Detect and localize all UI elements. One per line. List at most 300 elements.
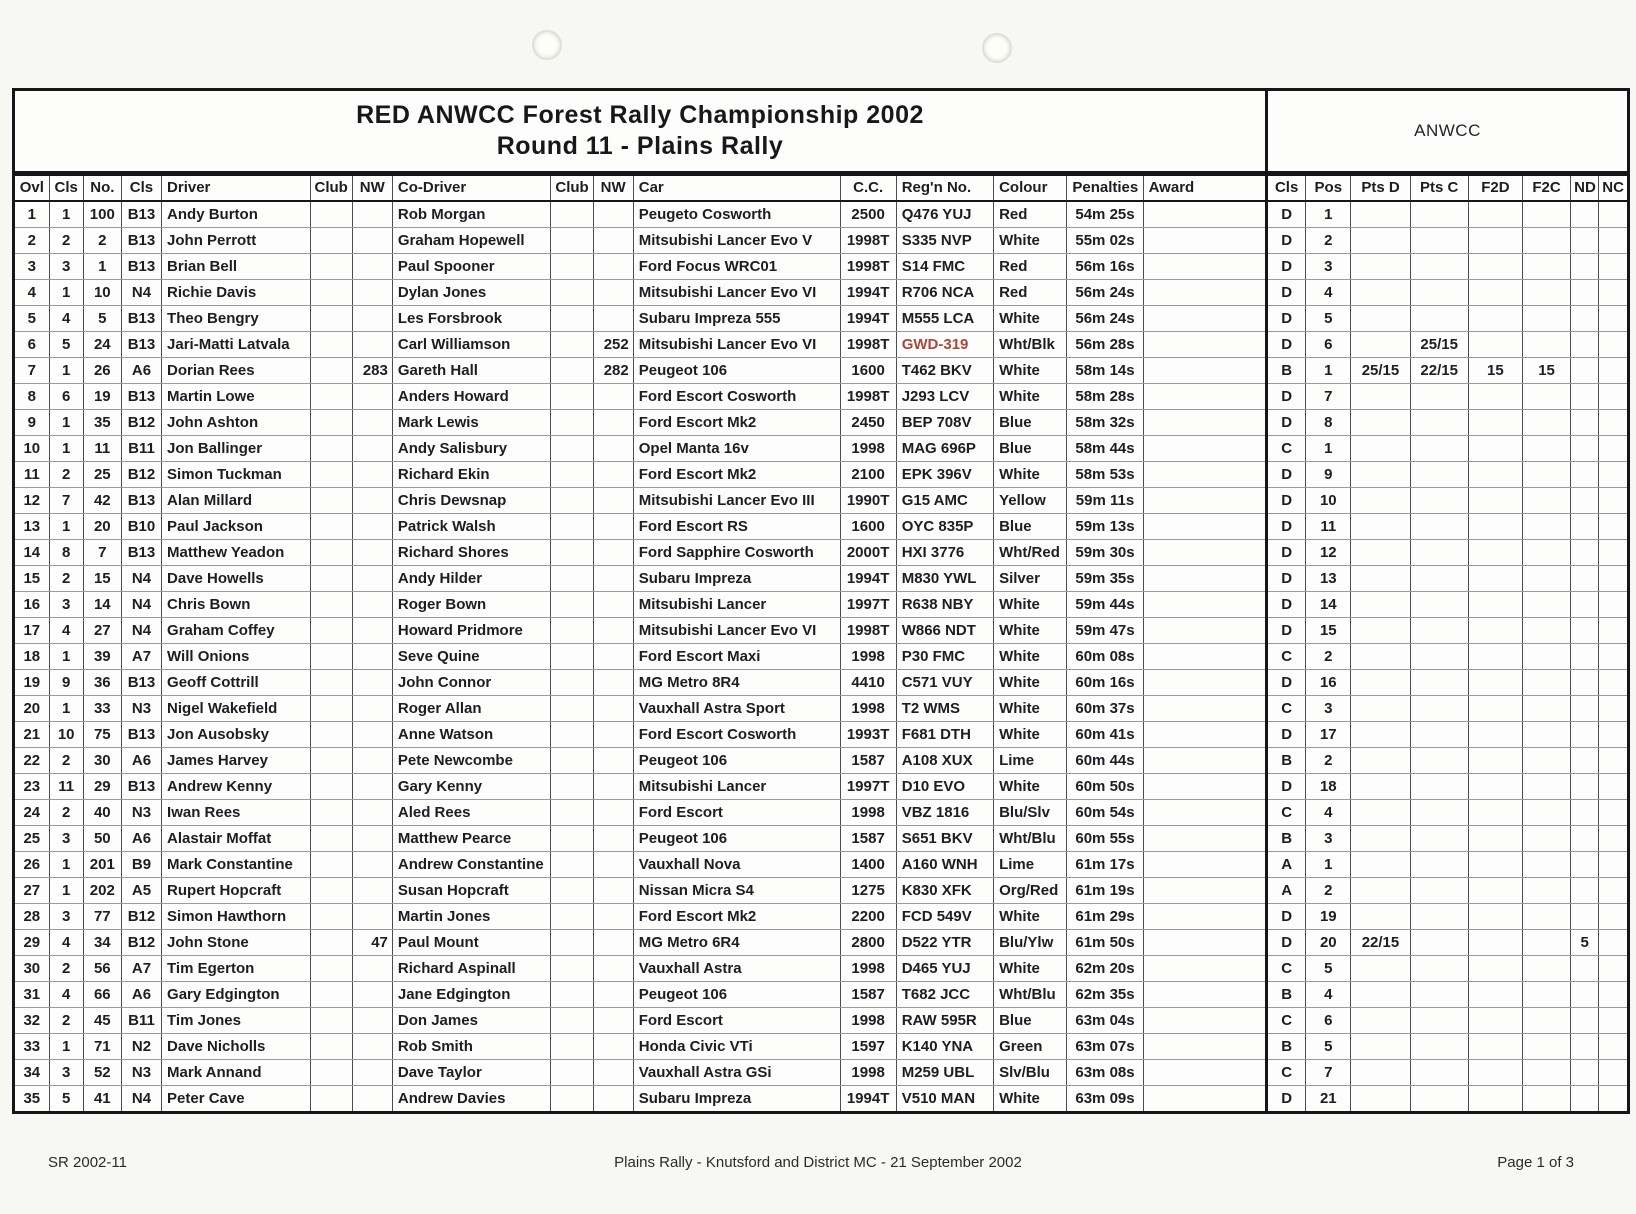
table-cell: N3 <box>121 800 161 826</box>
table-cell: 1 <box>49 280 83 306</box>
table-cell <box>310 566 352 592</box>
table-cell: Roger Allan <box>392 696 551 722</box>
table-cell <box>310 800 352 826</box>
table-cell: 1597 <box>840 1034 896 1060</box>
table-cell: 56m 24s <box>1067 306 1143 332</box>
table-cell: Dave Nicholls <box>162 1034 311 1060</box>
table-row <box>15 358 1627 384</box>
table-cell <box>551 306 593 332</box>
table-cell: 4 <box>49 618 83 644</box>
table-cell: 7 <box>83 540 121 566</box>
table-cell: 55m 02s <box>1067 228 1143 254</box>
results-body <box>15 201 1627 1111</box>
table-cell: Ford Escort Maxi <box>633 644 840 670</box>
table-cell <box>1468 280 1522 306</box>
table-cell: 1275 <box>840 878 896 904</box>
table-row <box>15 488 1627 514</box>
table-cell <box>551 228 593 254</box>
table-cell: 1600 <box>840 514 896 540</box>
table-cell <box>593 618 633 644</box>
table-cell: A108 XUX <box>896 748 993 774</box>
table-cell <box>1410 930 1468 956</box>
results-sheet <box>12 88 1630 1114</box>
table-cell <box>1522 696 1570 722</box>
table-cell <box>1571 982 1599 1008</box>
table-cell <box>1468 592 1522 618</box>
table-cell: Peugeot 106 <box>633 358 840 384</box>
table-cell <box>1599 410 1627 436</box>
table-cell <box>352 696 392 722</box>
table-row <box>15 332 1627 358</box>
table-cell: Theo Bengry <box>162 306 311 332</box>
table-cell: 5 <box>1306 1034 1351 1060</box>
table-cell: 10 <box>15 436 49 462</box>
table-cell <box>1522 488 1570 514</box>
table-cell <box>1143 696 1266 722</box>
table-cell: C <box>1267 956 1306 982</box>
table-cell: A6 <box>121 748 161 774</box>
table-cell <box>352 800 392 826</box>
table-cell <box>310 1008 352 1034</box>
table-cell: Martin Jones <box>392 904 551 930</box>
table-cell <box>1143 1086 1266 1112</box>
table-row <box>15 201 1627 228</box>
column-header: Penalties <box>1067 175 1143 201</box>
table-cell <box>1571 878 1599 904</box>
table-cell: 60m 50s <box>1067 774 1143 800</box>
table-cell: 2 <box>1306 878 1351 904</box>
table-cell: 1600 <box>840 358 896 384</box>
table-cell: 4 <box>1306 982 1351 1008</box>
table-cell <box>1410 462 1468 488</box>
table-cell: Paul Spooner <box>392 254 551 280</box>
table-cell: Gary Kenny <box>392 774 551 800</box>
table-cell: D <box>1267 592 1306 618</box>
table-cell <box>352 488 392 514</box>
table-cell: 30 <box>83 748 121 774</box>
table-cell <box>551 280 593 306</box>
table-cell: 2200 <box>840 904 896 930</box>
table-cell <box>1599 592 1627 618</box>
table-cell <box>1522 852 1570 878</box>
table-row <box>15 410 1627 436</box>
table-cell <box>551 696 593 722</box>
table-cell <box>551 670 593 696</box>
table-cell <box>1351 1034 1410 1060</box>
table-cell: 2 <box>1306 644 1351 670</box>
table-cell <box>551 1060 593 1086</box>
table-cell: John Ashton <box>162 410 311 436</box>
table-cell <box>593 982 633 1008</box>
table-cell <box>1351 462 1410 488</box>
table-cell: 40 <box>83 800 121 826</box>
table-cell: P30 FMC <box>896 644 993 670</box>
table-cell <box>310 904 352 930</box>
column-header: F2C <box>1522 175 1570 201</box>
table-cell <box>1522 670 1570 696</box>
table-cell: A160 WNH <box>896 852 993 878</box>
table-cell <box>593 254 633 280</box>
table-cell: 59m 30s <box>1067 540 1143 566</box>
table-cell <box>1410 618 1468 644</box>
table-cell: 4 <box>1306 280 1351 306</box>
table-cell: 34 <box>15 1060 49 1086</box>
table-cell <box>1571 332 1599 358</box>
column-header: Club <box>310 175 352 201</box>
table-cell <box>1468 930 1522 956</box>
table-cell: T682 JCC <box>896 982 993 1008</box>
table-cell: 25/15 <box>1410 332 1468 358</box>
table-cell: 47 <box>352 930 392 956</box>
table-cell: 252 <box>593 332 633 358</box>
table-cell <box>1571 800 1599 826</box>
table-cell: 25 <box>15 826 49 852</box>
table-cell <box>593 930 633 956</box>
table-cell: Carl Williamson <box>392 332 551 358</box>
table-cell: 5 <box>15 306 49 332</box>
table-cell: White <box>994 696 1067 722</box>
table-cell <box>593 1086 633 1112</box>
table-cell: Jon Ausobsky <box>162 722 311 748</box>
table-cell: Chris Bown <box>162 592 311 618</box>
table-cell <box>593 800 633 826</box>
table-cell: 17 <box>15 618 49 644</box>
table-cell <box>1468 904 1522 930</box>
table-cell: Nigel Wakefield <box>162 696 311 722</box>
table-cell <box>593 774 633 800</box>
table-cell <box>1522 306 1570 332</box>
table-cell <box>1143 1008 1266 1034</box>
table-cell <box>1410 722 1468 748</box>
table-cell <box>1410 852 1468 878</box>
table-cell <box>1351 774 1410 800</box>
table-cell: 15 <box>15 566 49 592</box>
table-cell: 63m 09s <box>1067 1086 1143 1112</box>
table-cell: 58m 53s <box>1067 462 1143 488</box>
table-cell: Rob Morgan <box>392 201 551 228</box>
table-cell <box>310 254 352 280</box>
table-cell <box>1468 878 1522 904</box>
table-cell <box>1143 956 1266 982</box>
table-cell: GWD-319 <box>896 332 993 358</box>
table-cell: Peugeot 106 <box>633 748 840 774</box>
table-cell <box>1599 462 1627 488</box>
table-cell <box>1351 280 1410 306</box>
table-cell: 1997T <box>840 592 896 618</box>
table-cell <box>1571 254 1599 280</box>
table-cell: B13 <box>121 201 161 228</box>
table-cell: 2 <box>15 228 49 254</box>
table-cell: 42 <box>83 488 121 514</box>
table-cell <box>1468 696 1522 722</box>
table-cell: Blue <box>994 514 1067 540</box>
table-cell: 14 <box>1306 592 1351 618</box>
table-cell: 1998 <box>840 436 896 462</box>
table-cell <box>1351 514 1410 540</box>
table-cell <box>1351 982 1410 1008</box>
table-cell: 3 <box>1306 254 1351 280</box>
table-cell <box>1143 410 1266 436</box>
table-cell <box>1571 748 1599 774</box>
table-cell: 25/15 <box>1351 358 1410 384</box>
column-header: No. <box>83 175 121 201</box>
table-cell <box>1522 618 1570 644</box>
footer-event-info: Plains Rally - Knutsford and District MC - 21 September 2002 <box>614 1154 1022 1171</box>
table-cell <box>1410 1086 1468 1112</box>
table-cell: D522 YTR <box>896 930 993 956</box>
table-cell <box>1571 852 1599 878</box>
table-cell <box>1522 228 1570 254</box>
table-cell: Rob Smith <box>392 1034 551 1060</box>
table-cell <box>593 696 633 722</box>
table-cell: 3 <box>1306 696 1351 722</box>
table-cell: 22/15 <box>1410 358 1468 384</box>
table-cell: Vauxhall Nova <box>633 852 840 878</box>
table-cell: Subaru Impreza 555 <box>633 306 840 332</box>
table-cell: Subaru Impreza <box>633 566 840 592</box>
table-cell: 24 <box>15 800 49 826</box>
table-cell: 26 <box>83 358 121 384</box>
table-cell <box>551 930 593 956</box>
table-cell: Andrew Constantine <box>392 852 551 878</box>
table-cell: MAG 696P <box>896 436 993 462</box>
table-cell: 19 <box>15 670 49 696</box>
table-cell: 8 <box>15 384 49 410</box>
table-cell <box>1410 774 1468 800</box>
table-cell <box>1143 800 1266 826</box>
table-cell: 59m 47s <box>1067 618 1143 644</box>
table-cell <box>1468 488 1522 514</box>
table-cell <box>310 1086 352 1112</box>
table-cell <box>1468 384 1522 410</box>
table-cell <box>1599 930 1627 956</box>
results-table <box>15 174 1627 1111</box>
table-row <box>15 982 1627 1008</box>
table-cell: 2 <box>49 956 83 982</box>
table-cell: 6 <box>1306 1008 1351 1034</box>
table-cell: Ford Sapphire Cosworth <box>633 540 840 566</box>
table-cell <box>1143 722 1266 748</box>
table-cell: Will Onions <box>162 644 311 670</box>
title-bar <box>15 91 1627 174</box>
table-cell <box>593 228 633 254</box>
table-cell: 1994T <box>840 306 896 332</box>
table-cell <box>310 774 352 800</box>
table-cell: D <box>1267 904 1306 930</box>
table-cell: Q476 YUJ <box>896 201 993 228</box>
table-cell: Dave Howells <box>162 566 311 592</box>
table-cell: 54m 25s <box>1067 201 1143 228</box>
table-cell <box>1143 540 1266 566</box>
table-cell <box>1410 748 1468 774</box>
table-cell <box>352 410 392 436</box>
table-cell <box>1143 644 1266 670</box>
table-cell: 15 <box>1306 618 1351 644</box>
table-cell <box>1571 488 1599 514</box>
table-cell: D10 EVO <box>896 774 993 800</box>
table-cell: B12 <box>121 904 161 930</box>
table-cell: 4 <box>49 982 83 1008</box>
table-cell <box>551 384 593 410</box>
table-cell <box>352 982 392 1008</box>
table-cell: 10 <box>83 280 121 306</box>
column-header: Reg'n No. <box>896 175 993 201</box>
table-row <box>15 436 1627 462</box>
table-cell: White <box>994 1086 1067 1112</box>
table-cell <box>310 410 352 436</box>
table-cell: 13 <box>15 514 49 540</box>
table-cell: 14 <box>15 540 49 566</box>
table-cell: 22/15 <box>1351 930 1410 956</box>
table-cell: 63m 04s <box>1067 1008 1143 1034</box>
table-cell <box>1468 436 1522 462</box>
table-cell <box>1522 956 1570 982</box>
table-cell <box>1468 332 1522 358</box>
anwcc-label: ANWCC <box>1414 121 1481 140</box>
table-cell: 1994T <box>840 566 896 592</box>
table-cell: 1998T <box>840 384 896 410</box>
table-cell: Graham Coffey <box>162 618 311 644</box>
table-cell: 5 <box>1306 306 1351 332</box>
table-cell: 62m 35s <box>1067 982 1143 1008</box>
table-cell: Blu/Slv <box>994 800 1067 826</box>
table-cell <box>1468 1060 1522 1086</box>
table-cell <box>1410 201 1468 228</box>
table-cell: BEP 708V <box>896 410 993 436</box>
table-cell: Patrick Walsh <box>392 514 551 540</box>
table-cell: B13 <box>121 488 161 514</box>
table-cell: 1587 <box>840 826 896 852</box>
table-cell: B <box>1267 982 1306 1008</box>
table-cell <box>1143 436 1266 462</box>
table-cell: Red <box>994 201 1067 228</box>
table-cell: Mark Constantine <box>162 852 311 878</box>
table-cell <box>1410 410 1468 436</box>
table-cell <box>551 358 593 384</box>
table-cell <box>352 1086 392 1112</box>
table-cell: 2450 <box>840 410 896 436</box>
table-cell: 11 <box>49 774 83 800</box>
table-cell <box>1522 462 1570 488</box>
table-cell: RAW 595R <box>896 1008 993 1034</box>
table-cell <box>310 930 352 956</box>
table-cell <box>1410 592 1468 618</box>
table-cell: Dylan Jones <box>392 280 551 306</box>
table-cell: Ford Focus WRC01 <box>633 254 840 280</box>
table-cell <box>1351 201 1410 228</box>
table-cell <box>1410 384 1468 410</box>
table-cell: 56m 16s <box>1067 254 1143 280</box>
table-cell <box>310 852 352 878</box>
table-cell: Vauxhall Astra <box>633 956 840 982</box>
table-cell <box>1143 670 1266 696</box>
table-cell: 28 <box>15 904 49 930</box>
table-cell <box>1599 748 1627 774</box>
table-cell <box>551 852 593 878</box>
table-cell <box>310 358 352 384</box>
table-cell: 14 <box>83 592 121 618</box>
table-cell <box>1571 514 1599 540</box>
table-row <box>15 852 1627 878</box>
table-cell: Wht/Blk <box>994 332 1067 358</box>
table-cell <box>310 462 352 488</box>
table-cell: C <box>1267 436 1306 462</box>
table-cell <box>1571 540 1599 566</box>
table-cell <box>352 670 392 696</box>
table-cell: 31 <box>15 982 49 1008</box>
table-cell: D <box>1267 462 1306 488</box>
table-cell <box>352 384 392 410</box>
table-cell <box>1571 566 1599 592</box>
table-cell <box>551 540 593 566</box>
table-cell <box>1468 670 1522 696</box>
table-cell: D <box>1267 254 1306 280</box>
table-cell: Jon Ballinger <box>162 436 311 462</box>
table-cell <box>1599 1086 1627 1112</box>
table-cell <box>1143 618 1266 644</box>
table-cell <box>1410 904 1468 930</box>
table-cell <box>551 618 593 644</box>
table-cell <box>1351 878 1410 904</box>
table-cell: A5 <box>121 878 161 904</box>
table-cell: 5 <box>49 1086 83 1112</box>
table-cell <box>310 722 352 748</box>
table-cell <box>310 332 352 358</box>
table-cell <box>1571 956 1599 982</box>
table-cell: D <box>1267 384 1306 410</box>
table-cell <box>310 670 352 696</box>
table-cell: White <box>994 722 1067 748</box>
table-cell <box>310 384 352 410</box>
table-cell: Howard Pridmore <box>392 618 551 644</box>
table-cell: Jane Edgington <box>392 982 551 1008</box>
table-cell <box>1468 566 1522 592</box>
table-cell: 61m 29s <box>1067 904 1143 930</box>
table-cell <box>593 410 633 436</box>
table-cell: 19 <box>1306 904 1351 930</box>
table-cell: 60m 08s <box>1067 644 1143 670</box>
table-cell: 13 <box>1306 566 1351 592</box>
table-cell: M830 YWL <box>896 566 993 592</box>
table-cell: 32 <box>15 1008 49 1034</box>
table-row <box>15 592 1627 618</box>
table-cell: D <box>1267 280 1306 306</box>
table-cell: 10 <box>49 722 83 748</box>
table-cell <box>1571 228 1599 254</box>
table-cell: 4 <box>1306 800 1351 826</box>
table-cell <box>1571 1060 1599 1086</box>
table-row <box>15 644 1627 670</box>
column-header: NW <box>352 175 392 201</box>
table-cell: 20 <box>15 696 49 722</box>
table-cell <box>1410 488 1468 514</box>
table-cell: 1 <box>49 852 83 878</box>
table-cell: 56m 24s <box>1067 280 1143 306</box>
table-cell: Org/Red <box>994 878 1067 904</box>
table-cell <box>310 748 352 774</box>
table-cell: D <box>1267 670 1306 696</box>
table-cell <box>352 748 392 774</box>
table-row <box>15 878 1627 904</box>
table-cell: Wht/Blu <box>994 826 1067 852</box>
table-cell: 36 <box>83 670 121 696</box>
table-cell: 6 <box>15 332 49 358</box>
table-cell: White <box>994 904 1067 930</box>
table-cell <box>1599 904 1627 930</box>
table-cell <box>1410 878 1468 904</box>
table-cell: 2 <box>49 1008 83 1034</box>
table-cell <box>1351 540 1410 566</box>
